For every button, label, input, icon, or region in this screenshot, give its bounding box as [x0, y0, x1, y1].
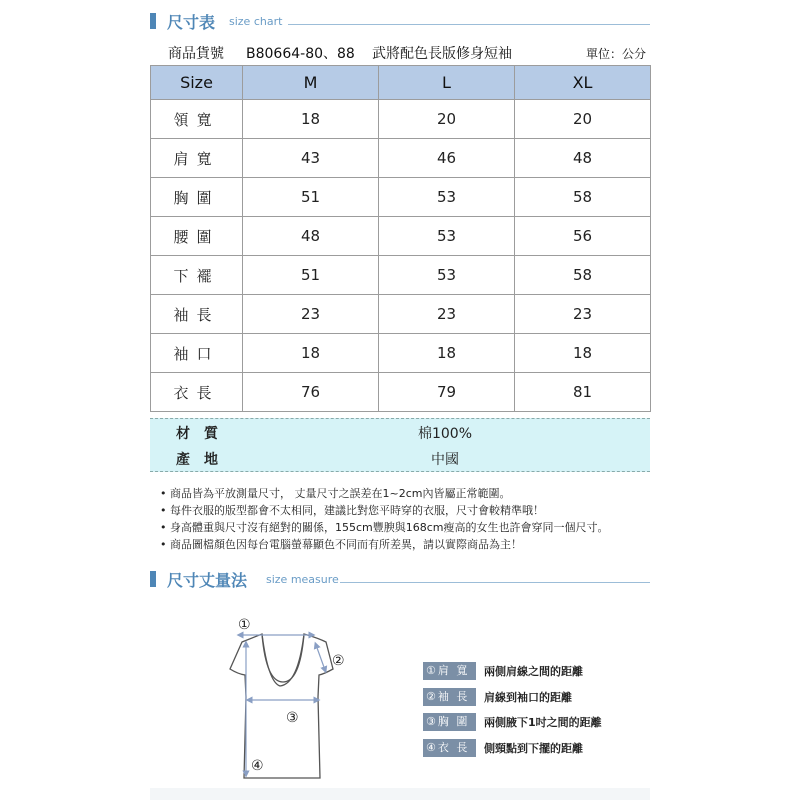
table-cell: 20: [379, 100, 515, 139]
table-row: [151, 217, 651, 256]
fabric-value: 棉100%: [417, 426, 473, 442]
legend-tag: ③胸 圍: [423, 713, 476, 731]
tshirt-diagram-icon: [200, 612, 360, 787]
product-name: 武將配色長版修身短袖: [372, 46, 512, 62]
table-row: [151, 295, 651, 334]
material-box: [150, 418, 650, 472]
table-row: [151, 178, 651, 217]
size-chart-heading: [150, 10, 650, 34]
note-item: • 商品圖檔顏色因每台電腦螢幕顯色不同而有所差異，請以實際商品為主！: [160, 536, 660, 553]
material-row: [150, 423, 650, 449]
row-label: 胸圍: [151, 178, 243, 217]
row-label: 袖口: [151, 334, 243, 373]
legend-tag: ①肩 寬: [423, 662, 476, 680]
row-label: 腰圍: [151, 217, 243, 256]
legend-item: [423, 688, 683, 706]
legend-item: [423, 739, 683, 757]
table-cell: 51: [243, 256, 379, 295]
marker-3: ③: [286, 710, 299, 726]
fabric-label: 材質: [176, 426, 232, 442]
marker-1: ①: [238, 617, 251, 633]
size-measure-heading: [150, 568, 650, 592]
origin-label: 產地: [176, 452, 232, 468]
table-cell: 48: [243, 217, 379, 256]
origin-value: 中國: [431, 452, 459, 468]
product-code: B80664-80、88: [246, 46, 355, 62]
table-cell: 18: [379, 334, 515, 373]
column-header: L: [379, 66, 515, 100]
table-cell: 76: [243, 373, 379, 412]
table-cell: 53: [379, 178, 515, 217]
table-cell: 18: [243, 100, 379, 139]
legend-desc: 兩側腋下1吋之間的距離: [484, 716, 602, 729]
heading-bar: [150, 13, 156, 29]
product-label: 商品貨號: [168, 46, 224, 62]
row-label: 下襬: [151, 256, 243, 295]
table-row: [151, 373, 651, 412]
size-table-header: [151, 66, 651, 100]
legend-desc: 肩線到袖口的距離: [484, 691, 572, 704]
size-chart-title: 尺寸表: [167, 13, 216, 32]
table-cell: 23: [379, 295, 515, 334]
column-header: M: [243, 66, 379, 100]
column-header: XL: [515, 66, 651, 100]
legend-tag: ②袖 長: [423, 688, 476, 706]
legend-tag: ④衣 長: [423, 739, 476, 757]
table-cell: 79: [379, 373, 515, 412]
table-cell: 58: [515, 256, 651, 295]
table-row: [151, 334, 651, 373]
table-cell: 18: [515, 334, 651, 373]
size-chart-subtitle: size chart: [229, 15, 283, 28]
marker-4: ④: [251, 758, 264, 774]
table-cell: 18: [243, 334, 379, 373]
bottom-band: [150, 788, 650, 800]
legend-item: [423, 662, 683, 680]
legend-item: [423, 713, 683, 731]
table-cell: 23: [515, 295, 651, 334]
row-label: 衣長: [151, 373, 243, 412]
table-cell: 48: [515, 139, 651, 178]
heading-rule: [288, 24, 650, 25]
note-item: • 商品皆為平放測量尺寸， 丈量尺寸之誤差在1~2cm內皆屬正常範圍。: [160, 485, 660, 502]
notes-list: [160, 485, 660, 553]
size-table: [150, 65, 651, 412]
table-cell: 58: [515, 178, 651, 217]
table-cell: 23: [243, 295, 379, 334]
heading-rule: [340, 582, 650, 583]
table-cell: 43: [243, 139, 379, 178]
table-cell: 20: [515, 100, 651, 139]
table-row: [151, 256, 651, 295]
table-cell: 51: [243, 178, 379, 217]
marker-2: ②: [332, 653, 345, 669]
column-header: Size: [151, 66, 243, 100]
sleeve-arrow: [316, 645, 325, 670]
size-measure-title: 尺寸丈量法: [167, 571, 248, 590]
table-cell: 81: [515, 373, 651, 412]
table-cell: 56: [515, 217, 651, 256]
product-line: [150, 43, 650, 63]
table-cell: 53: [379, 217, 515, 256]
unit-label: 單位：公分: [586, 47, 647, 61]
row-label: 肩寬: [151, 139, 243, 178]
table-row: [151, 100, 651, 139]
legend-desc: 兩側肩線之間的距離: [484, 665, 583, 678]
heading-bar: [150, 571, 156, 587]
table-cell: 46: [379, 139, 515, 178]
size-measure-subtitle: size measure: [266, 573, 339, 586]
table-row: [151, 139, 651, 178]
legend-desc: 側頸點到下擺的距離: [484, 742, 583, 755]
note-item: • 每件衣服的版型都會不太相同，建議比對您平時穿的衣服，尺寸會較精準哦！: [160, 502, 660, 519]
note-item: • 身高體重與尺寸沒有絕對的關係，155cm豐腴與168cm瘦高的女生也許會穿同一個尺寸。: [160, 519, 660, 536]
table-cell: 53: [379, 256, 515, 295]
origin-row: [150, 449, 650, 475]
row-label: 袖長: [151, 295, 243, 334]
row-label: 領寬: [151, 100, 243, 139]
